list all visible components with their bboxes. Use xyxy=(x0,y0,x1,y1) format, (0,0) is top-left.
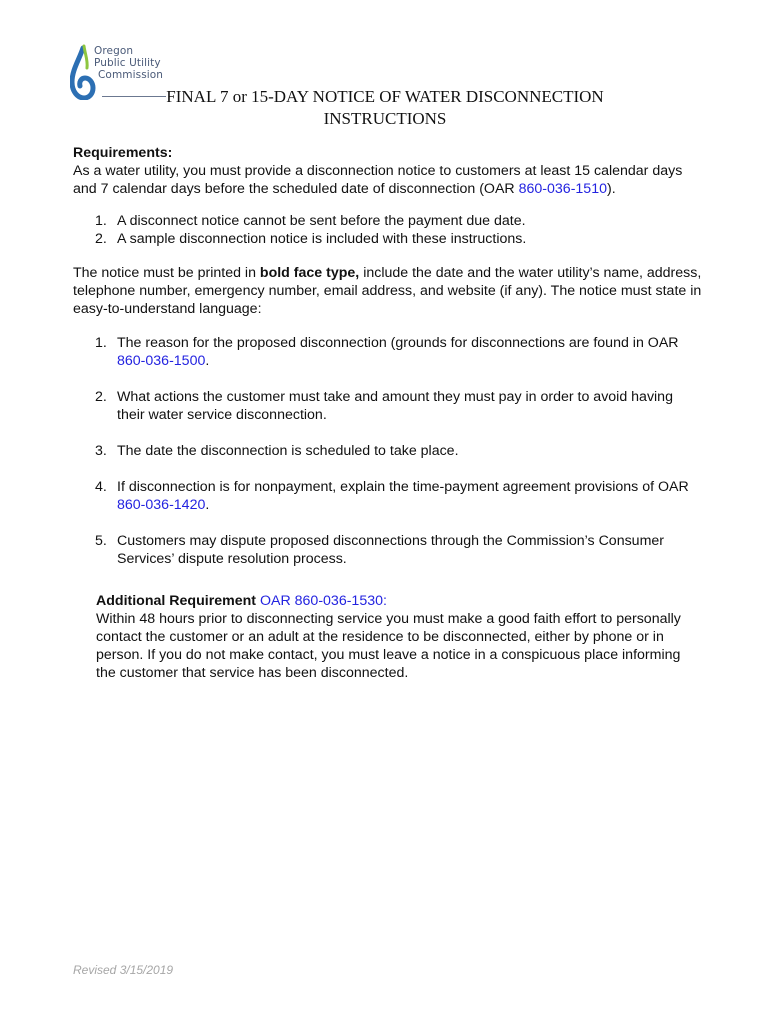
requirements-intro-end: ). xyxy=(606,181,616,197)
list-item-text: If disconnection is for nonpayment, explain the time-payment agreement provisions of OAR xyxy=(117,479,689,495)
requirements-intro xyxy=(73,162,703,198)
list-item-end: . xyxy=(205,353,210,369)
additional-heading-line xyxy=(96,592,703,610)
oar-1420-link[interactable]: 860-036-1420 xyxy=(117,497,206,513)
logo-line-1: Oregon xyxy=(94,45,134,57)
list-item-end: . xyxy=(205,497,210,513)
list-number: 2. xyxy=(95,231,107,247)
list-item-text: What actions the customer must take and amount they must pay in order to avoid having their water service disconnection. xyxy=(117,389,673,423)
notice-text-after: include the date and the water utility’s name, address, telephone number, emergency number, email address, and website (if any). The notice must state in easy-to-understand language: xyxy=(73,265,702,317)
document-title xyxy=(150,86,620,130)
requirements-intro-text: As a water utility, you must provide a disconnection notice to customers at least 15 calendar days and 7 calendar days before the scheduled date of disconnection (OAR xyxy=(73,163,683,197)
oar-1500-link[interactable]: 860-036-1500 xyxy=(117,353,206,369)
oar-1510-link[interactable]: 860-036-1510 xyxy=(518,181,607,197)
notice-requirements-list xyxy=(73,334,703,568)
list-number: 3. xyxy=(95,443,107,459)
notice-paragraph xyxy=(73,264,703,318)
list-item-text: A disconnect notice cannot be sent before the payment due date. xyxy=(117,213,526,229)
list-number: 5. xyxy=(95,533,107,549)
list-item xyxy=(73,478,703,514)
logo-line-2: Public Utility xyxy=(94,57,161,69)
additional-requirement-section xyxy=(73,592,703,682)
oar-1530-link[interactable]: OAR 860-036-1530: xyxy=(256,593,387,609)
requirements-heading: Requirements: xyxy=(73,145,173,161)
list-item xyxy=(73,212,703,230)
list-number: 1. xyxy=(95,213,107,229)
list-number: 1. xyxy=(95,335,107,351)
additional-text: Within 48 hours prior to disconnecting service you must make a good faith effort to personally contact the customer or an adult at the residence to be disconnected, either by phone or in person. If you do not make contact, you must leave a notice in a conspicuous place informing the customer that service has been disconnected. xyxy=(96,611,681,681)
list-item-text: Customers may dispute proposed disconnections through the Commission’s Consumer Services’ dispute resolution process. xyxy=(117,533,665,567)
revised-date: Revised 3/15/2019 xyxy=(73,963,174,977)
list-item-text: The date the disconnection is scheduled to take place. xyxy=(117,443,459,459)
logo-text xyxy=(92,45,163,81)
title-line-1: FINAL 7 or 15-DAY NOTICE OF WATER DISCONNECTION xyxy=(166,87,604,106)
requirements-list xyxy=(73,212,703,248)
logo-line-3: Commission xyxy=(98,69,164,81)
list-item-text: The reason for the proposed disconnection (grounds for disconnections are found in OAR xyxy=(117,335,679,351)
notice-text-before: The notice must be printed in xyxy=(73,265,260,281)
title-line-2: INSTRUCTIONS xyxy=(323,109,447,128)
notice-bold-text: bold face type, xyxy=(259,265,360,281)
list-item xyxy=(73,230,703,248)
additional-heading: Additional Requirement xyxy=(96,593,257,609)
list-item-text: A sample disconnection notice is included with these instructions. xyxy=(117,231,527,247)
list-number: 4. xyxy=(95,479,107,495)
list-item xyxy=(73,388,703,424)
list-number: 2. xyxy=(95,389,107,405)
list-item xyxy=(73,532,703,568)
document-body xyxy=(73,144,703,682)
list-item xyxy=(73,442,703,460)
list-item xyxy=(73,334,703,370)
